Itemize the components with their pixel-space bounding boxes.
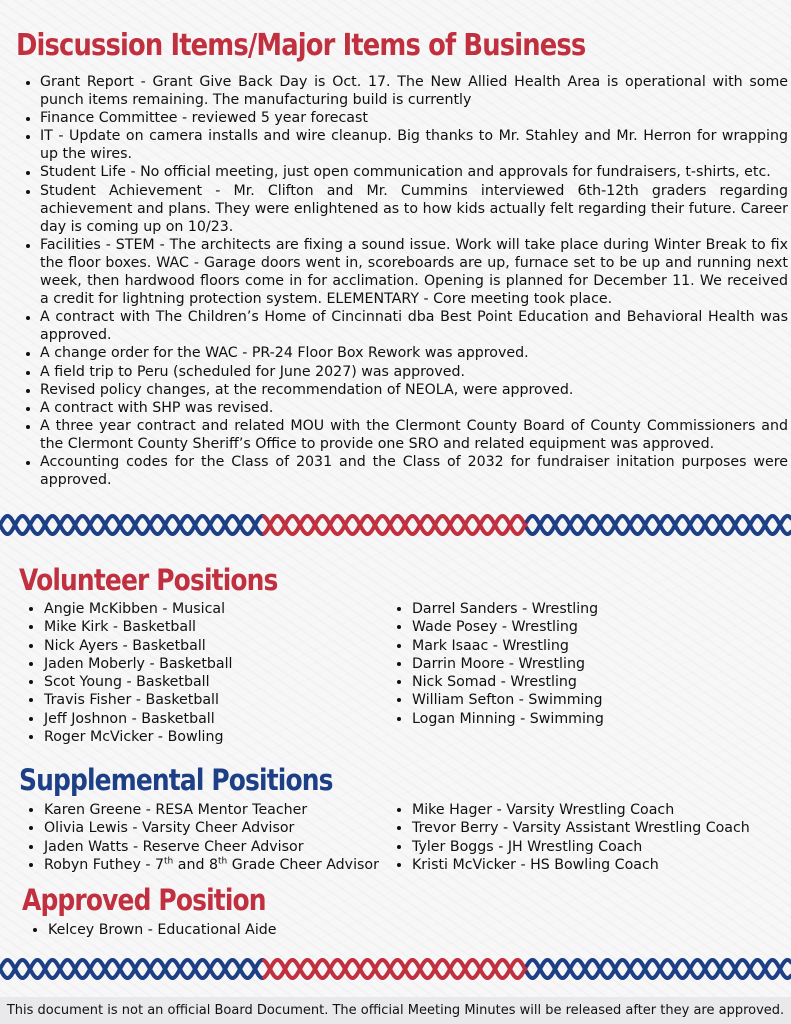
text-fragment: Robyn Futhey - 7 [44, 856, 165, 873]
position-item: • Karen Greene - RESA Mentor Teacher [44, 801, 379, 819]
position-item: • Mike Hager - Varsity Wrestling Coach [412, 801, 750, 819]
approved-list [24, 921, 277, 939]
position-item: • Kelcey Brown - Educational Aide [48, 921, 277, 939]
discussion-item: • Revised policy changes, at the recommendation of NEOLA, were approved. [40, 381, 788, 399]
discussion-item: • Grant Report - Grant Give Back Day is Oct. 17. The New Allied Health Area is operational with some punch items remaining. The manufacturing build is currently [40, 73, 788, 109]
position-item: • Tyler Boggs - JH Wrestling Coach [412, 838, 750, 856]
position-item: • Mark Isaac - Wrestling [412, 637, 604, 655]
discussion-item: • A change order for the WAC - PR-24 Floor Box Rework was approved. [40, 344, 788, 362]
position-item [44, 856, 379, 874]
discussion-item: • A three year contract and related MOU with the Clermont County Board of County Commissioners and the Clermont County Sheriff’s Office to provide one SRO and related equipment was approved. [40, 417, 788, 453]
footer-disclaimer: This document is not an official Board Document. The official Meeting Minutes will be released after they are approved. [0, 997, 791, 1024]
position-item: • Roger McVicker - Bowling [44, 728, 232, 746]
supplemental-heading: Supplemental Positions [19, 763, 333, 797]
position-item: • Darrel Sanders - Wrestling [412, 600, 604, 618]
position-item: • Wade Posey - Wrestling [412, 618, 604, 636]
text-fragment: and 8 [173, 856, 219, 873]
discussion-item: • IT - Update on camera installs and wire cleanup. Big thanks to Mr. Stahley and Mr. Herron for wrapping up the wires. [40, 127, 788, 163]
position-item: • Scot Young - Basketball [44, 673, 232, 691]
discussion-item: • Facilities - STEM - The architects are fixing a sound issue. Work will take place during Winter Break to fix the floor boxes. WAC - Garage doors went in, scoreboards are up, furnace set to be up and running next week, then hardwood floors come in for acclimation. Opening is planned for December 11. We received a credit for lightning protection system. ELEMENTARY - Core meeting took place. [40, 236, 788, 308]
discussion-item: • Finance Committee - reviewed 5 year forecast [40, 109, 788, 127]
position-item: • Kristi McVicker - HS Bowling Coach [412, 856, 750, 874]
position-item: • Trevor Berry - Varsity Assistant Wrestling Coach [412, 819, 750, 837]
approved-heading: Approved Position [22, 883, 266, 917]
discussion-item: • Student Life - No official meeting, just open communication and approvals for fundraisers, t-shirts, etc. [40, 163, 788, 181]
position-item: • Nick Ayers - Basketball [44, 637, 232, 655]
volunteer-list-right [388, 600, 604, 728]
discussion-item: • Accounting codes for the Class of 2031 and the Class of 2032 for fundraiser initation purposes were approved. [40, 453, 788, 489]
discussion-list [18, 73, 788, 489]
volunteer-list-left [20, 600, 232, 746]
discussion-item: • A field trip to Peru (scheduled for June 2027) was approved. [40, 363, 788, 381]
ordinal-suffix: th [218, 856, 228, 867]
position-item: • Travis Fisher - Basketball [44, 691, 232, 709]
volunteer-heading: Volunteer Positions [19, 563, 278, 597]
discussion-item: • A contract with SHP was revised. [40, 399, 788, 417]
wave-divider-top [0, 512, 791, 538]
discussion-item: • A contract with The Children’s Home of Cincinnati dba Best Point Education and Behavioral Health was approved. [40, 308, 788, 344]
position-item: • Jeff Joshnon - Basketball [44, 710, 232, 728]
position-item: • Jaden Watts - Reserve Cheer Advisor [44, 838, 379, 856]
supplemental-list-left [20, 801, 379, 874]
position-item: • Nick Somad - Wrestling [412, 673, 604, 691]
text-fragment: Grade Cheer Advisor [227, 856, 379, 873]
wave-divider-bottom [0, 956, 791, 982]
discussion-heading: Discussion Items/Major Items of Business [16, 28, 586, 63]
discussion-item: • Student Achievement - Mr. Clifton and Mr. Cummins interviewed 6th-12th graders regarding achievement and plans. They were enlightened as to how kids actually felt regarding their future. Career day is coming up on 10/23. [40, 182, 788, 236]
position-item: • Darrin Moore - Wrestling [412, 655, 604, 673]
position-item: • Olivia Lewis - Varsity Cheer Advisor [44, 819, 379, 837]
position-item: • Angie McKibben - Musical [44, 600, 232, 618]
ordinal-suffix: th [164, 856, 174, 867]
supplemental-list-right [388, 801, 750, 874]
position-item: • William Sefton - Swimming [412, 691, 604, 709]
position-item: • Logan Minning - Swimming [412, 710, 604, 728]
position-item: • Jaden Moberly - Basketball [44, 655, 232, 673]
position-item: • Mike Kirk - Basketball [44, 618, 232, 636]
